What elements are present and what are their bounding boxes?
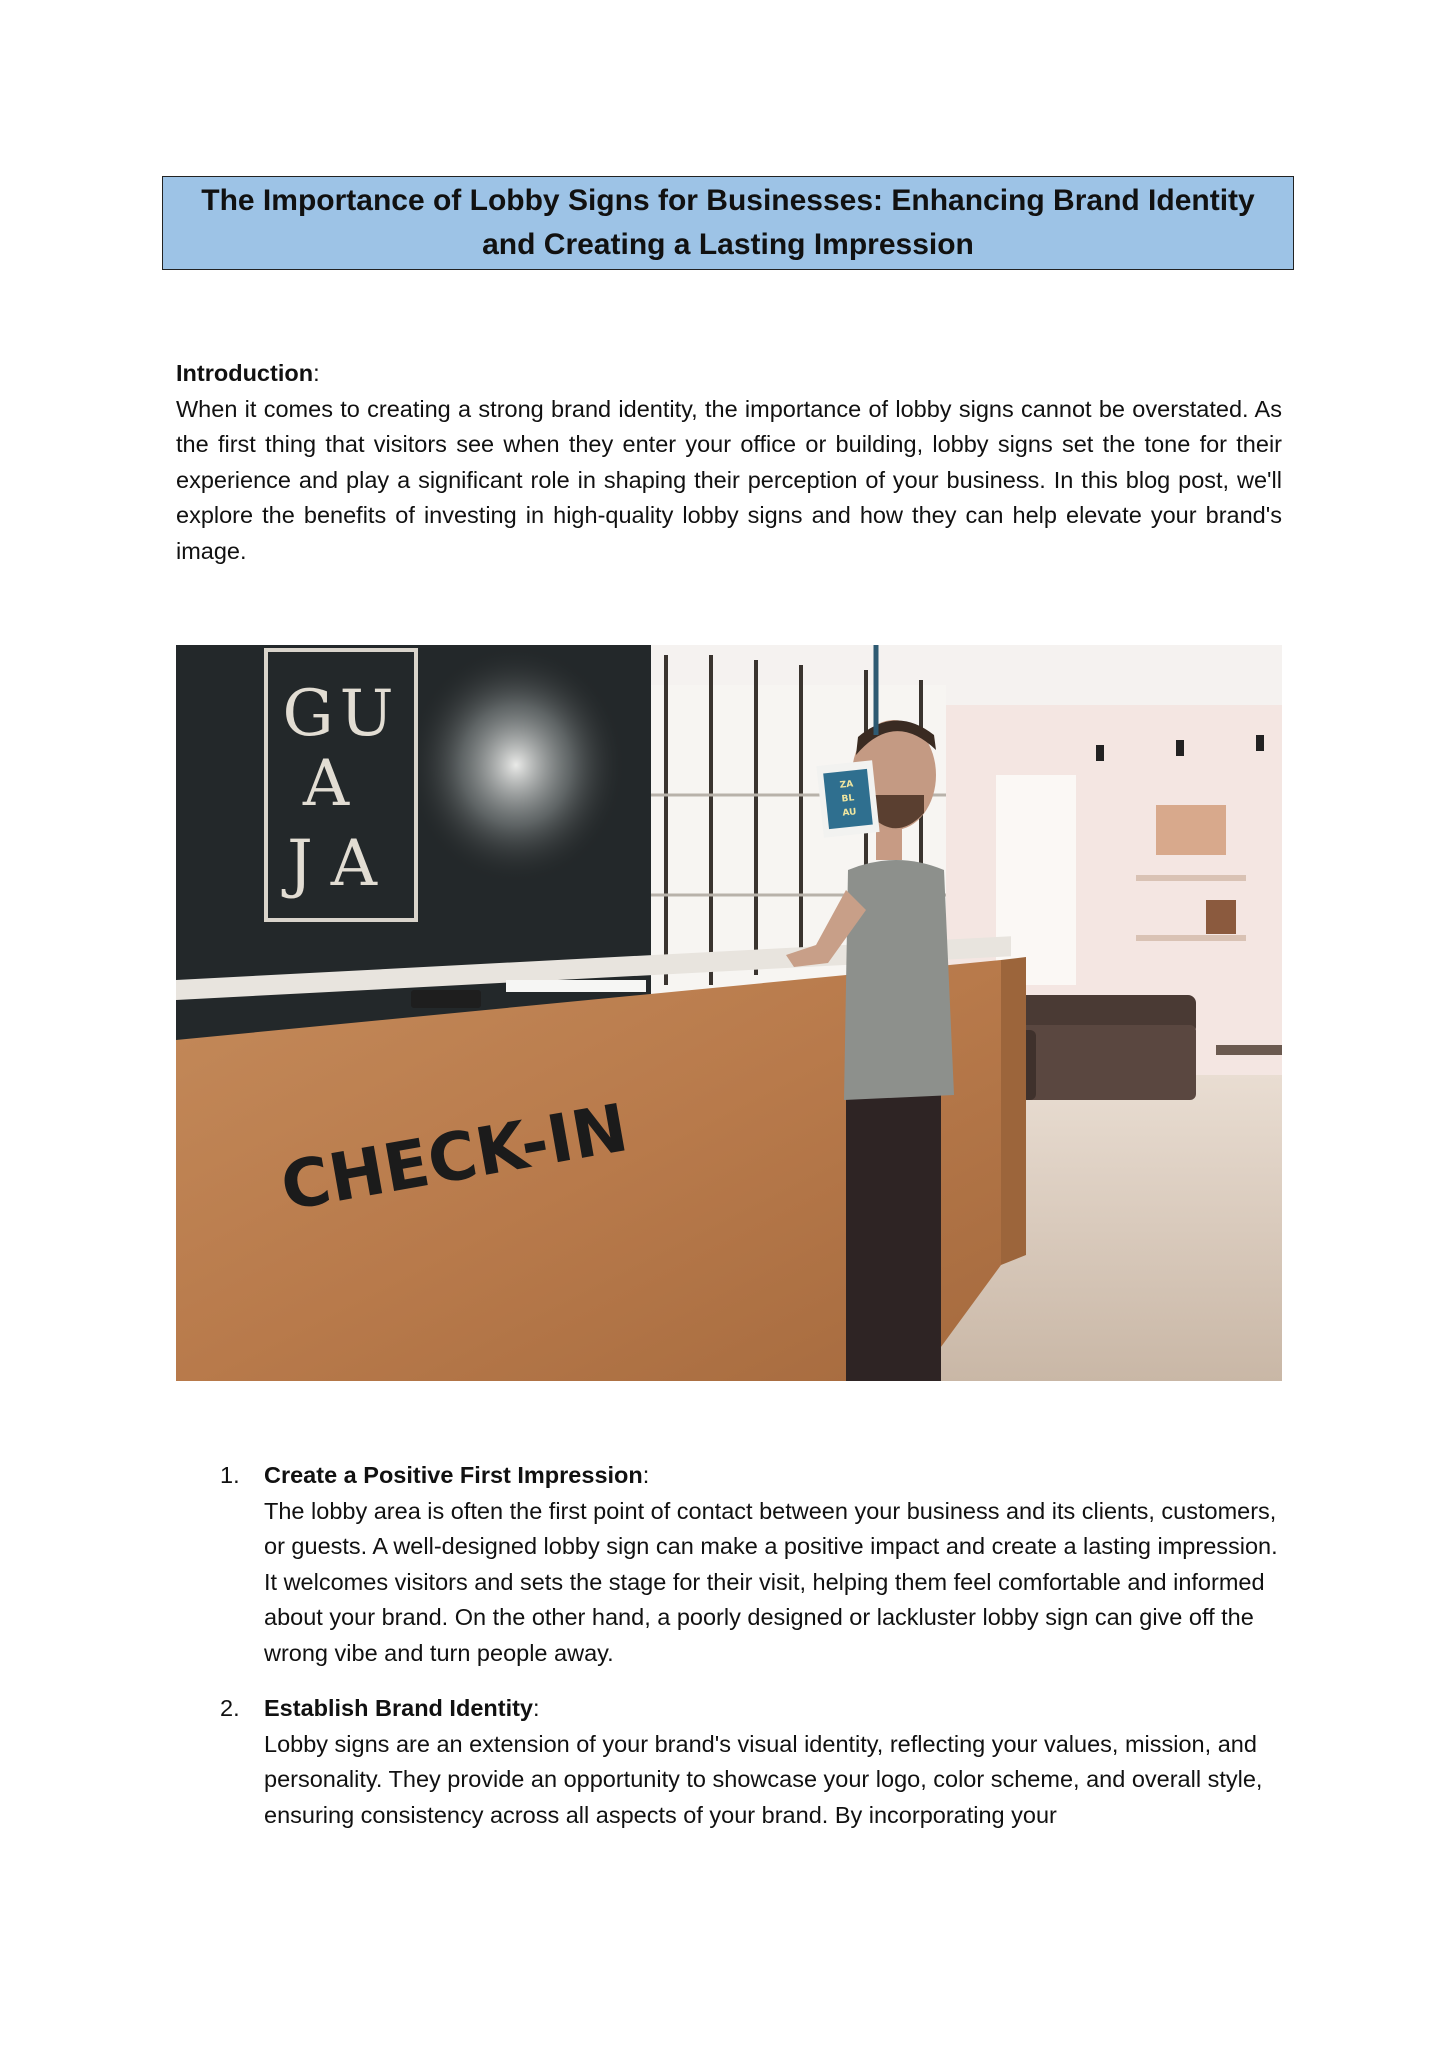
wall-sign-line-2: A bbox=[302, 747, 350, 821]
card-reader bbox=[411, 990, 481, 1008]
list-item-colon: : bbox=[642, 1462, 650, 1488]
list-item-colon: : bbox=[533, 1695, 540, 1721]
card-text-2: BL bbox=[841, 793, 855, 805]
list-item bbox=[176, 1691, 1282, 1833]
wall-spotlight bbox=[406, 645, 626, 885]
list-item-title: Create a Positive First Impression bbox=[264, 1462, 643, 1488]
list-item bbox=[176, 1458, 1282, 1671]
list-item-heading-line bbox=[264, 1691, 1282, 1727]
list-item-number: 2. bbox=[220, 1695, 240, 1721]
desk-sign: CHECK-IN bbox=[275, 1089, 634, 1226]
lobby-photo bbox=[176, 645, 1282, 1381]
intro-section bbox=[176, 356, 1282, 569]
list-item-title: Establish Brand Identity bbox=[264, 1695, 533, 1721]
page-title: The Importance of Lobby Signs for Businesses: Enhancing Brand Identity and Creating a Lasting Impression bbox=[201, 184, 1255, 261]
card-text-3: AU bbox=[841, 807, 857, 819]
person-shirt bbox=[844, 860, 954, 1100]
shelf-books bbox=[1206, 900, 1236, 934]
shelf-frame bbox=[1156, 805, 1226, 855]
list-item-heading-line bbox=[264, 1458, 1282, 1494]
person-legs bbox=[846, 1085, 941, 1381]
list-item-body: The lobby area is often the first point of contact between your business and its clients, customers, or guests. A well-designed lobby sign can make a positive impact and create a lasting impression. It welcomes visitors and sets the stage for their visit, helping them feel comfortable and informed about your brand. On the other hand, a poorly designed or lackluster lobby sign can give off the wrong vibe and turn people away. bbox=[264, 1497, 1278, 1666]
intro-paragraph: When it comes to creating a strong brand identity, the importance of lobby signs cannot be overstated. As the first thing that visitors see when they enter your office or building, lobby signs set the tone for their experience and play a significant role in shaping their perception of your business. In this blog post, we'll explore the benefits of investing in high-quality lobby signs and how they can help elevate your brand's image. bbox=[176, 395, 1282, 564]
desk-side bbox=[1001, 957, 1026, 1265]
numbered-list bbox=[176, 1458, 1282, 1853]
wall-sign-line-3: JA bbox=[287, 827, 395, 901]
intro-heading-colon: : bbox=[313, 360, 320, 386]
intro-heading-line bbox=[176, 356, 1282, 392]
title-box bbox=[162, 176, 1294, 270]
card-text-1: ZA bbox=[839, 779, 854, 791]
wall-sign-line-1: GU bbox=[282, 677, 400, 751]
person-neck bbox=[876, 825, 902, 860]
list-item-body: Lobby signs are an extension of your brand's visual identity, reflecting your values, mission, and personality. They provide an opportunity to showcase your logo, color scheme, and overall style, ensuring consistency across all aspects of your brand. By incorporating your bbox=[264, 1730, 1263, 1828]
side-table bbox=[1216, 1045, 1282, 1055]
desk-papers bbox=[506, 980, 646, 992]
list-item-number: 1. bbox=[220, 1462, 240, 1488]
intro-heading: Introduction bbox=[176, 360, 314, 386]
